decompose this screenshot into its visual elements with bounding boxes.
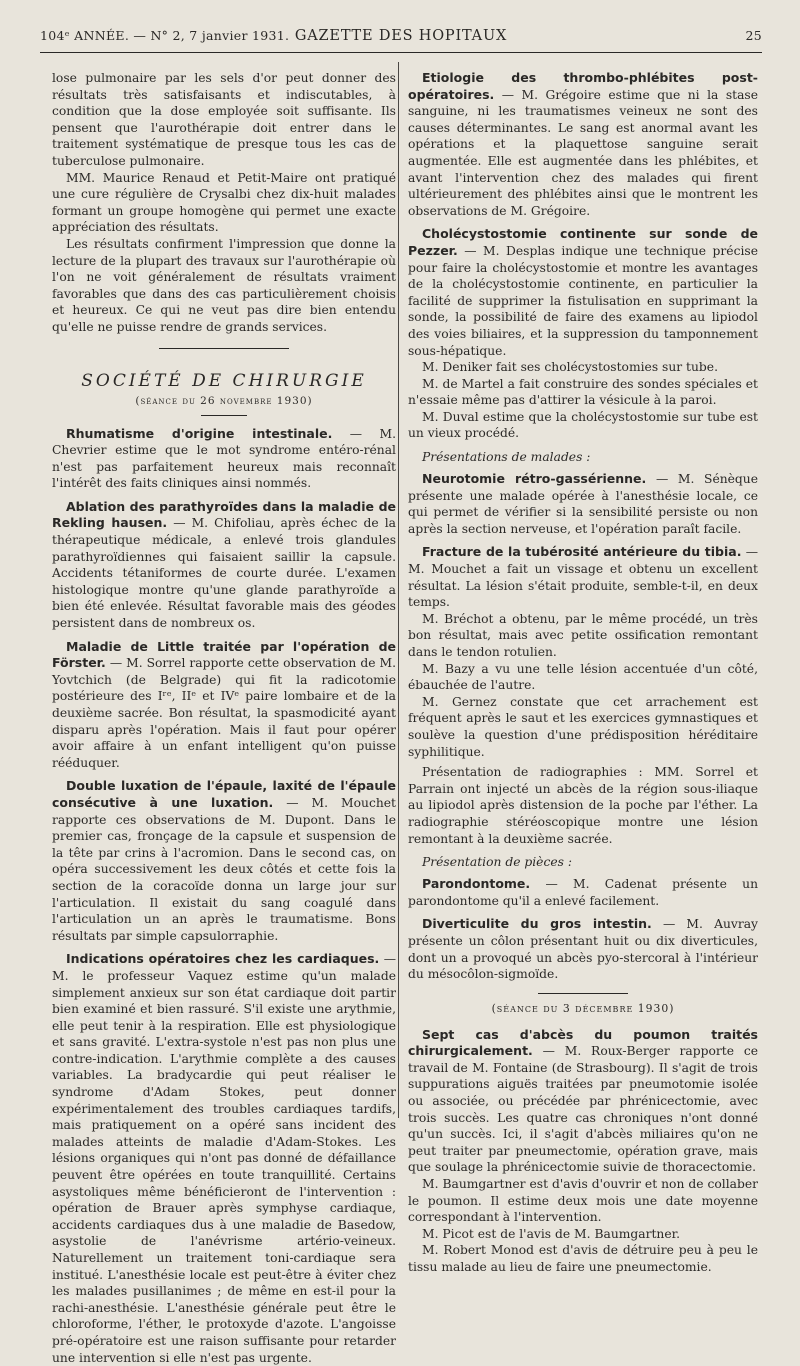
entry-abces-poumon [408, 1027, 758, 1176]
entry-title: Fracture de la tubérosité antérieure du tibia. [422, 544, 742, 560]
para-bazy: M. Bazy a vu une telle lésion accentuée d'un côté, ébauchée de l'autre. [408, 661, 758, 693]
entry-cholecystostomie [408, 226, 758, 359]
entry-body: — M. Sénèque présente une malade opérée à l'anesthésie locale, ce qui permet de vérifier si la sensibilité persiste ou non après la section nerveuse, et l'opération paraît facile. [408, 472, 758, 536]
journal-title: GAZETTE DES HOPITAUX [294, 28, 508, 44]
para-baumgartner: M. Baumgartner est d'avis d'ouvrir et non de collaber le poumon. Il estime deux mois une date moyenne correspondant à l'intervention. [408, 1177, 758, 1225]
entry-title: Cholécystostomie continente sur sonde de Pezzer. [408, 226, 758, 258]
section-session: (séance du 26 novembre 1930) [135, 394, 313, 407]
entry-body: — M. Sorrel rapporte cette observation de M. Yovtchich (de Belgrade) qui fit la radicotomie postérieure des Iʳᵉ, IIᵉ et IVᵉ paire lombaire et de la deuxième sacrée. Bon résultat, la spasmodicité ayant disparu après l'opération. Mais il faut pour opérer avoir affaire à un enfant intelligent qu'on puisse rééduquer. [52, 656, 396, 770]
para-brechot: M. Bréchot a obtenu, par le même procédé, un très bon résultat, mais avec petite ossification remontant dans le tendon rotulien. [408, 611, 758, 659]
intro-paragraph-1: lose pulmonaire par les sels d'or peut donner des résultats très satisfaisants et indiscutables, à condition que la dose employée soit suffisante. Ils pensent que l'aurothérapie doit entrer dans le traitement systématique de presque tous les cas de tuberculose pulmonaire. [52, 71, 396, 168]
entry-body: — M. Desplas indique une technique précise pour faire la cholécystostomie et montre les avantages de la cholécystostomie continente, en particulier la facilité de supprimer la fistulisation en supprimant la sonde, la possibilité de faire des examens au lipiodol des voies biliaires, et la suppression du tamponnement sous-hépatique. [408, 243, 758, 358]
entry-body: — M. Chevrier estime que le mot syndrome entéro-rénal n'est pas parfaitement heureux mais reconnaît l'intérêt des faits cliniques ainsi nommés. [52, 426, 396, 491]
left-column [52, 70, 396, 1366]
entry-body: — M. Cadenat présente un parondontome qu'il a enlevé facilement. [408, 877, 758, 908]
entry-body: — M. Mouchet a fait un vissage et obtenu un excellent résultat. La lésion s'était produite, semble-t-il, en deux temps. [408, 545, 758, 610]
right-column [408, 70, 758, 1276]
subhead-pieces: Présentation de pièces : [422, 855, 572, 870]
entry-title: Parondontome. [422, 876, 531, 892]
para-monod: M. Robert Monod est d'avis de détruire peu à peu le tissu malade au lieu de faire une pneumectomie. [408, 1243, 758, 1274]
intro-paragraph-3: Les résultats confirment l'impression que donne la lecture de la plupart des travaux sur l'aurothérapie où l'on ne voit généralement de résultats vraiment favorables que dans des cas particulièrement choisis et heureux. Ce qui ne veut pas dire bien entendu qu'elle ne puisse rendre de grands services. [52, 236, 396, 334]
entry-title: Diverticulite du gros intestin. [422, 916, 652, 932]
entry-rhumatisme [52, 426, 396, 492]
entry-title: Maladie de Little traitée par l'opération de Förster. [52, 638, 396, 671]
session-rule [538, 993, 628, 994]
para-gernez: M. Gernez constate que cet arrachement est fréquent après le saut et les exercices gymnastiques et soulève la question d'une prédisposition héréditaire syphilitique. [408, 694, 758, 759]
entry-title: Sept cas d'abcès du poumon traités chirurgicalement. [408, 1026, 758, 1059]
entry-title: Etiologie des thrombo-phlébites post-opératoires. [408, 70, 758, 102]
entry-fracture [408, 544, 758, 610]
entry-body: — M. le professeur Vaquez estime qu'un malade simplement anxieux sur son état cardiaque doit partir bien examiné et bien rassuré. S'il existe une arythmie, elle peut tenir à la respiration. Elle est physiologique et sans gravité. L'extra-systole n'est pas non plus une contre-indication. L'arythmie complète a des causes variables. La bradycardie qui peut réaliser le syndrome d'Adam Stokes, peut donner expérimentalement des troubles cardiaques tardifs, mais pratiquement on a opéré sans incident des malades atteints de maladie d'Adam-Stokes. Les lésions organiques qui n'ont pas donné de défaillance peuvent être opérées en toute tranquillité. Certains asystoliques même bénéficieront de l'intervention : opération de Brauer après symphyse cardiaque, accidents cardiaques dus à une maladie de Basedow, asystolie de l'anévrisme artério-veineux. Naturellement un traitement toni-cardiaque sera institué. L'anesthésie locale est peut-être à éviter chez les malades pusillanimes ; de même en est-il pour la rachi-anesthésie. L'anesthésie générale peut être le chloroforme, l'éther, le protoxyde d'azote. L'angoisse pré-opératoire est une raison suffisante pour retarder une intervention si elle n'est pas urgente. [52, 952, 396, 1365]
intro-paragraph-2: MM. Maurice Renaud et Petit-Maire ont pratiqué une cure régulière de Crysalbi chez dix-huit malades formant un groupe homogène qui permet une exacte appréciation des résultats. [52, 170, 396, 235]
session-date: (séance du 3 décembre 1930) [491, 1001, 675, 1015]
entry-diverticulite [408, 916, 758, 982]
para-martel: M. de Martel a fait construire des sondes spéciales et n'essaie même pas d'attirer la vésicule à la paroi. [408, 376, 758, 408]
entry-luxation [52, 778, 396, 944]
section-rule [159, 348, 289, 349]
entry-title: Neurotomie rétro-gassérienne. [422, 471, 647, 487]
entry-body: — M. Auvray présente un côlon présentant huit ou dix diverticules, dont un a provoqué un abcès pyo-stercoral à l'intérieur du mésocôlon-sigmoïde. [408, 917, 758, 982]
entry-title: Indications opératoires chez les cardiaques. [66, 951, 380, 967]
entry-title: Rhumatisme d'origine intestinale. [66, 425, 333, 441]
entry-body: — M. Mouchet rapporte ces observations de M. Dupont. Dans le premier cas, fronçage de la capsule et suspension de la tête par crins à l'acromion. Dans le second cas, on opéra successivement les deux côtés et cette fois la section de la coracoïde donna un large jour sur l'articulation. Il existait du sang coagulé dans l'articulation un an après le traumatisme. Bons résultats par simple capsulorraphie. [52, 795, 396, 943]
running-head [40, 28, 762, 50]
entry-body: — M. Grégoire estime que ni la stase sanguine, ni les traumatismes veineux ne sont des causes déterminantes. Le sang est anormal avant les opérations et la plaquettose sanguine serait augmentée. Elle est augmentée dans les phlébites, et avant l'intervention chez des malades qui firent ultérieurement des phlébites ainsi que le montrent les observations de M. Grégoire. [408, 87, 758, 218]
entry-neurotomie [408, 471, 758, 537]
subhead-malades: Présentations de malades : [422, 450, 591, 465]
column-divider [398, 62, 399, 1118]
entry-parondontome [408, 876, 758, 909]
entry-cardiaques [52, 951, 396, 1366]
para-radiographies: Présentation de radiographies : MM. Sorrel et Parrain ont injecté un abcès de la région sous-iliaque au lipiodol après distension de la poche par l'éther. La radiographie stéréoscopique montre une lésion remontant à la deuxième sacrée. [408, 765, 758, 846]
page-number: 25 [745, 28, 762, 43]
entry-title: Double luxation de l'épaule, laxité de l'épaule consécutive à une luxation. [52, 778, 396, 810]
entry-body: — M. Chifoliau, après échec de la thérapeutique médicale, a enlevé trois glandules parathyroïdiennes qui faisaient saillir la capsule. Accidents tétaniformes de courte durée. L'examen histologique montre qu'une glande parathyroïde a bien été enlevée. Résultat favorable mais des géodes persistent dans de nombreux os. [52, 516, 396, 631]
entry-body: — M. Roux-Berger rapporte ce travail de M. Fontaine (de Strasbourg). Il s'agit de trois suppurations aiguës traitées par pneumotomie isolée ou associée, ou précédée par phrénicectomie, avec trois succès. Les quatre cas chroniques n'ont donné qu'un succès. Ici, il s'agit d'abcès miliaires qu'on ne peut traiter par pneumectomie, opération grave, mais que soulage la phrénicectomie suivie de thoracectomie. [408, 1044, 758, 1175]
section-subrule [201, 415, 247, 416]
entry-parathyroides [52, 499, 396, 632]
header-rule [40, 52, 762, 53]
entry-title: Ablation des parathyroïdes dans la maladie de Rekling hausen. [52, 498, 396, 531]
para-duval: M. Duval estime que la cholécystostomie sur tube est un vieux procédé. [408, 409, 758, 441]
section-title: SOCIÉTÉ DE CHIRURGIE [81, 370, 367, 391]
issue-line: 104ᵉ ANNÉE. — N° 2, 7 janvier 1931. [40, 28, 290, 43]
para-deniker: M. Deniker fait ses cholécystostomies sur tube. [422, 360, 718, 375]
entry-little [52, 639, 396, 772]
entry-thrombo [408, 70, 758, 219]
para-picot: M. Picot est de l'avis de M. Baumgartner. [422, 1226, 681, 1241]
